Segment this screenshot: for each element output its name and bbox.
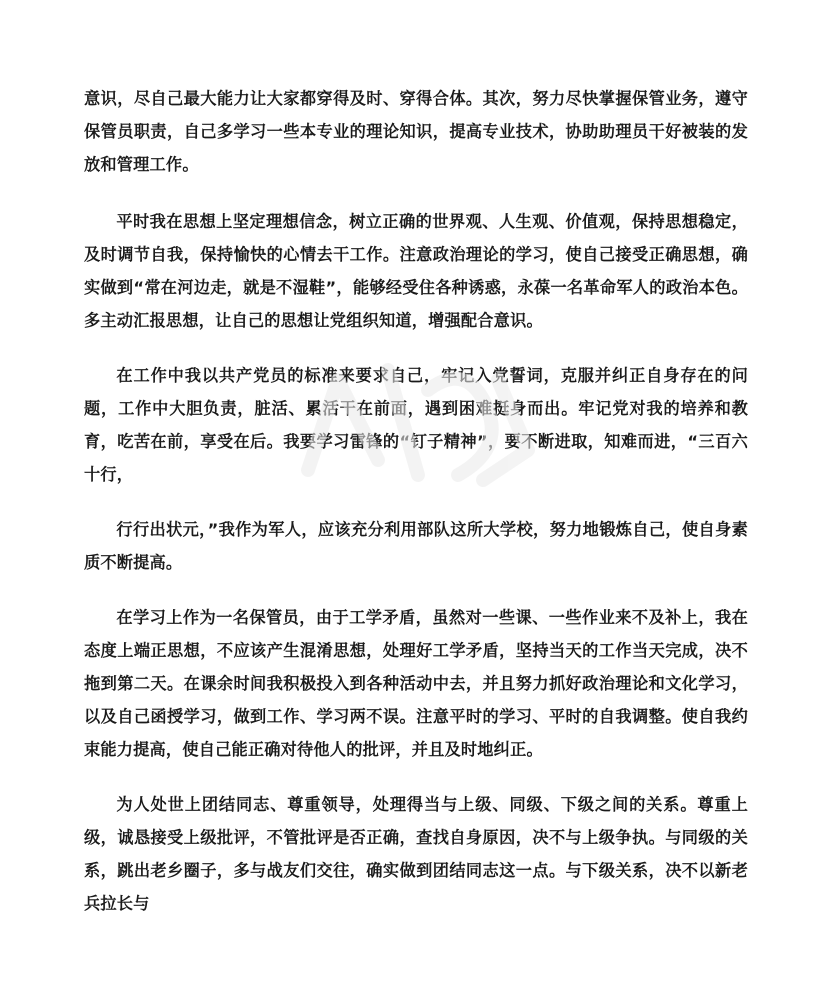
paragraph-3: 在工作中我以共产党员的标准来要求自己，牢记入党誓词，克服并纠正自身存在的问题，工作中大胆负责，脏活、累活干在前面，遇到困难挺身而出。牢记党对我的培养和教育，吃苦在前，享受在后。我要学习雷锋的“钉子精神”，要不断进取，知难而进，“三百六十行， [84,366,748,484]
document-body [84,82,748,942]
paragraph-1: 意识，尽自己最大能力让大家都穿得及时、穿得合体。其次，努力尽快掌握保管业务，遵守保管员职责，自己多学习一些本专业的理论知识，提高专业技术，协助助理员干好被装的发放和管理工作。 [84,89,748,174]
paragraph-5: 在学习上作为一名保管员，由于工学矛盾，虽然对一些课、一些作业来不及补上，我在态度上端正思想，不应该产生混淆思想，处理好工学矛盾，坚持当天的工作当天完成，决不拖到第二天。在课余时间我积极投入到各种活动中去，并且努力抓好政治理论和文化学习，以及自己函授学习，做到工作、学习两不误。注意平时的学习、平时的自我调整。使自我约束能力提高，使自己能正确对待他人的批评，并且及时地纠正。 [84,608,748,759]
paragraph-4: 行行出状元，”我作为军人，应该充分利用部队这所大学校，努力地锻炼自己，使自身素质不断提高。 [84,520,748,572]
paragraph-2: 平时我在思想上坚定理想信念，树立正确的世界观、人生观、价值观，保持思想稳定，及时调节自我，保持愉快的心情去干工作。注意政治理论的学习，使自己接受正确思想，确实做到“常在河边走，就是不湿鞋”，能够经受住各种诱惑，永葆一名革命军人的政治本色。多主动汇报思想，让自己的思想让党组织知道，增强配合意识。 [84,212,748,330]
paragraph-6: 为人处世上团结同志、尊重领导，处理得当与上级、同级、下级之间的关系。尊重上级，诚恳接受上级批评，不管批评是否正确，查找自身原因，决不与上级争执。与同级的关系，跳出老乡圈子，多与战友们交往，确实做到团结同志这一点。与下级关系，决不以新老兵拉长与 [84,795,748,913]
